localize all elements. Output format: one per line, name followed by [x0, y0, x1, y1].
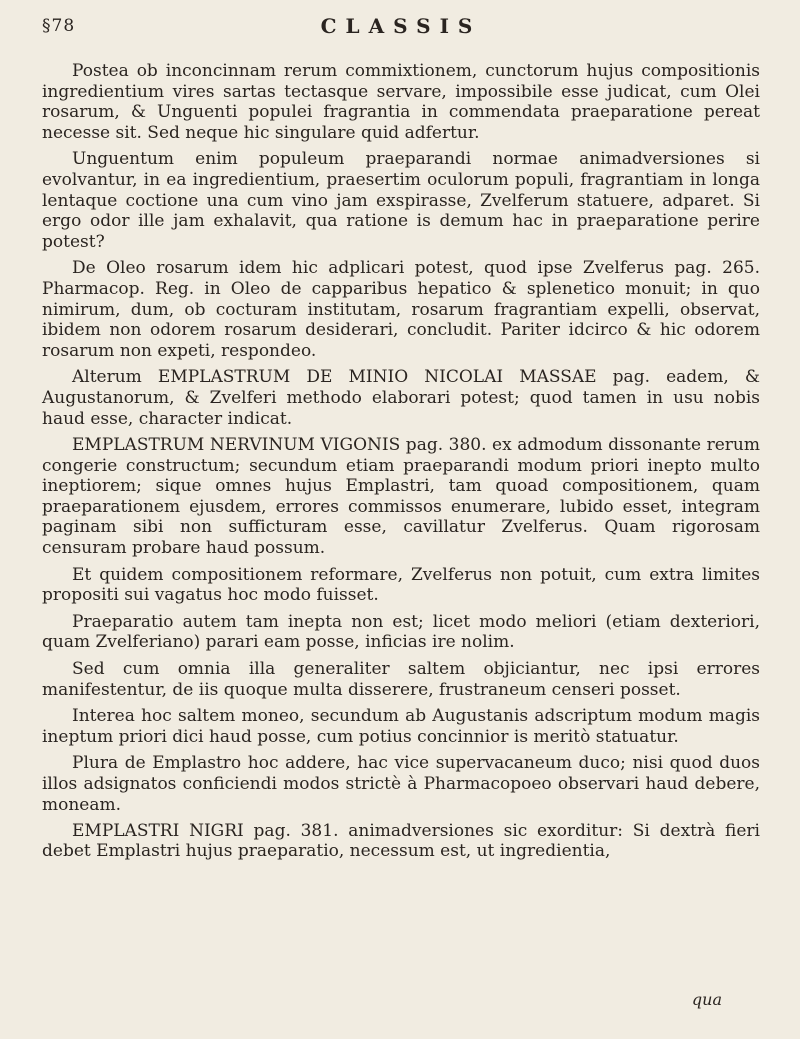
paragraph: Et quidem compositionem reformare, Zvelferus non potuit, cum extra limites propositi sui vagatus hoc modo fuisset.	[42, 564, 760, 606]
paragraph: Sed cum omnia illa generaliter saltem objiciantur, nec ipsi errores manifestentur, de iis quoque multa disserere, frustraneum censeri posset.	[42, 659, 760, 700]
paragraph: Praeparatio autem tam inepta non est; licet modo meliori (etiam dexteriori, quam Zvelferiano) parari eam posse, inficias ire nolim.	[42, 611, 760, 653]
paragraph: Alterum EMPLASTRUM DE MINIO NICOLAI MASSAE pag. eadem, & Augustanorum, & Zvelferi methodo elaborari potest; quod tamen in usu nobis haud esse, character indicat.	[42, 367, 760, 429]
paragraph: De Oleo rosarum idem hic adplicari potest, quod ipse Zvelferus pag. 265. Pharmacop. Reg. in Oleo de capparibus hepatico & splenetico monuit; in quo nimirum, dum, ob cocturam institutam, rosarum fragrantiam expelli, observat, ibidem non odorem rosarum desiderari, concludit. Pariter idcirco & hic odorem rosarum non expeti, respondeo.	[42, 258, 760, 361]
paragraph: EMPLASTRI NIGRI pag. 381. animadversiones sic exorditur: Si dextrà fieri debet Emplastri hujus praeparatio, necessum est, ut ingredientia,	[42, 821, 760, 862]
page-number: §78	[42, 16, 76, 36]
paragraph: Postea ob inconcinnam rerum commixtionem, cunctorum hujus compositionis ingredientium vires sartas tectasque servare, impossibile esse judicat, cum Olei rosarum, & Unguenti populei fragrantia in commendata praeparatione pereat necesse sit. Sed neque hic singulare quid adfertur.	[42, 61, 760, 143]
page-header	[42, 14, 760, 49]
paragraph: EMPLASTRUM NERVINUM VIGONIS pag. 380. ex admodum dissonante rerum congerie constructum; secundum etiam praeparandi modum priori inepto multo ineptiorem; sique omnes hujus Emplastri, tam quoad compositionem, quam praeparationem ejusdem, errores commissos enumerare, lubido esset, integram paginam sibi non sufficturam esse, cavillatur Zvelferus. Quam rigorosam censuram probare haud possum.	[42, 435, 760, 559]
paragraph: Unguentum enim populeum praeparandi normae animadversiones si evolvantur, in ea ingredientium, praesertim oculorum populi, fragrantiam in longa lentaque coctione una cum vino jam exspirasse, Zvelferum statuere, adparet. Si ergo odor ille jam exhalavit, qua ratione is demum hac in praeparatione perire potest?	[42, 149, 760, 252]
catchword: qua	[691, 990, 722, 1009]
paragraph: Interea hoc saltem moneo, secundum ab Augustanis adscriptum modum magis ineptum priori dici haud posse, cum potius concinnior is meritò statuatur.	[42, 706, 760, 747]
running-head: CLASSIS	[320, 14, 482, 38]
paragraph: Plura de Emplastro hoc addere, hac vice supervacaneum duco; nisi quod duos illos adsignatos conficiendi modos strictè à Pharmacopoeo observari haud debere, moneam.	[42, 753, 760, 815]
body-text	[42, 61, 760, 862]
